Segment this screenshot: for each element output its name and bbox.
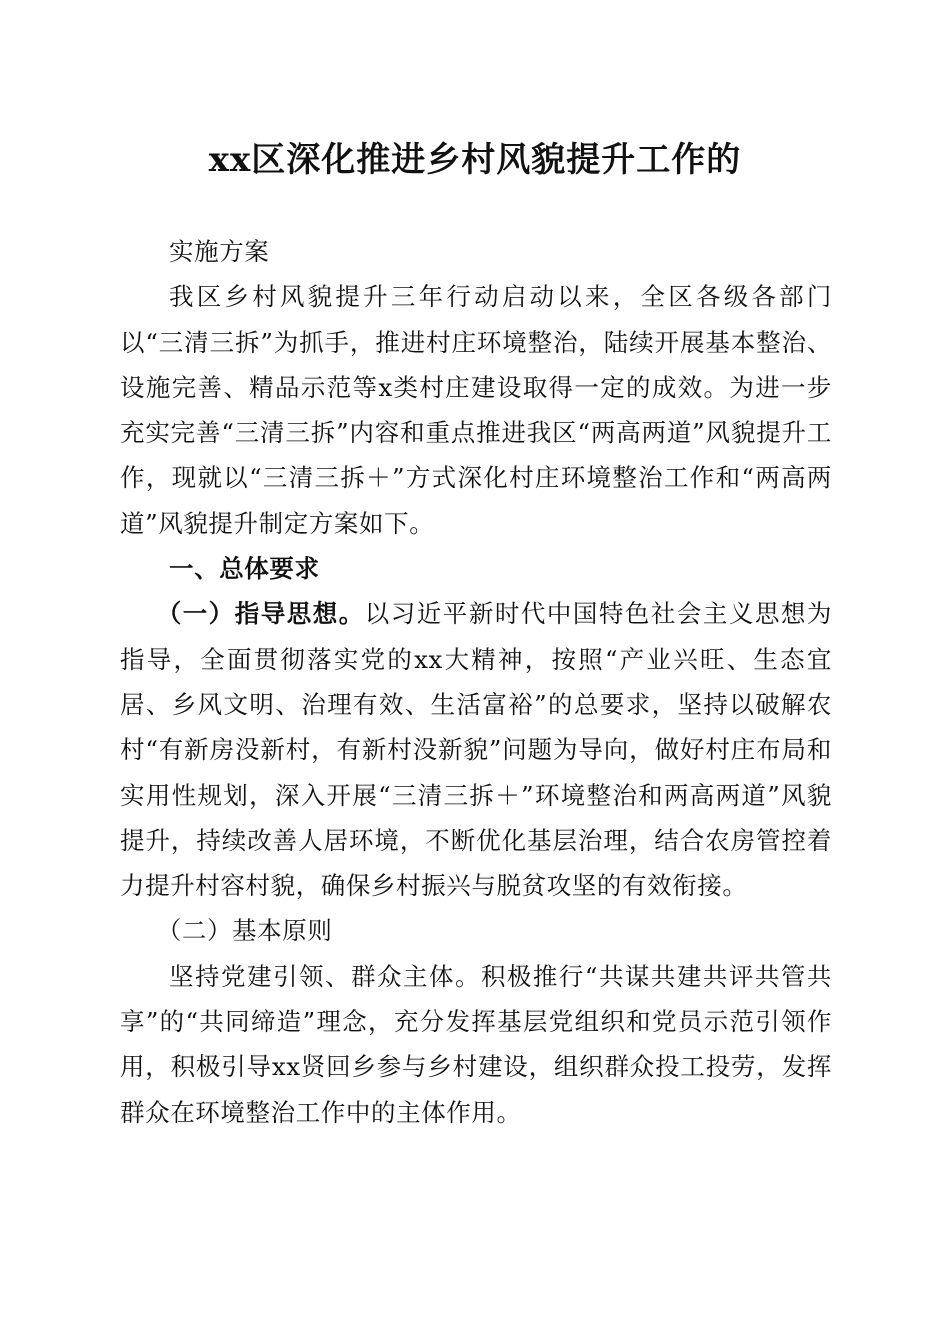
- guiding-thought-text: 以习近平新时代中国特色社会主义思想为指导，全面贯彻落实党的xx大精神，按照“产业兴旺、生态宜居、乡风文明、治理有效、生活富裕”的总要求，坚持以破解农村“有新房没新村，有新村没新貌”问题为导向，做好村庄布局和实用性规划，深入开展“三清三拆＋”环境整治和两高两道”风貌提升，持续改善人居环境，不断优化基层治理，结合农房管控着力提升村容村貌，确保乡村振兴与脱贫攻坚的有效衔接。: [120, 599, 832, 901]
- intro-paragraph: 我区乡村风貌提升三年行动启动以来，全区各级各部门以“三清三拆”为抓手，推进村庄环境整治，陆续开展基本整治、设施完善、精品示范等x类村庄建设取得一定的成效。为进一步充实完善“三清三拆”内容和重点推进我区“两高两道”风貌提升工作，现就以“三清三拆＋”方式深化村庄环境整治工作和“两高两道”风貌提升制定方案如下。: [120, 282, 832, 538]
- document-body: [120, 229, 832, 1135]
- document-subtitle: 实施方案: [169, 237, 270, 266]
- principle-paragraph: 坚持党建引领、群众主体。积极推行“共谋共建共评共管共享”的“共同缔造”理念，充分发挥基层党组织和党员示范引领作用，积极引导xx贤回乡参与乡村建设，组织群众投工投劳，发挥群众在环境整治工作中的主体作用。: [120, 961, 832, 1127]
- document-title: xx区深化推进乡村风貌提升工作的: [208, 140, 742, 180]
- section-heading-overall-requirements: 一、总体要求: [169, 554, 320, 584]
- guiding-thought-lead: （一）指导思想。: [156, 599, 365, 629]
- basic-principles-heading: （二）基本原则: [156, 916, 333, 946]
- guiding-thought-paragraph: [120, 591, 832, 908]
